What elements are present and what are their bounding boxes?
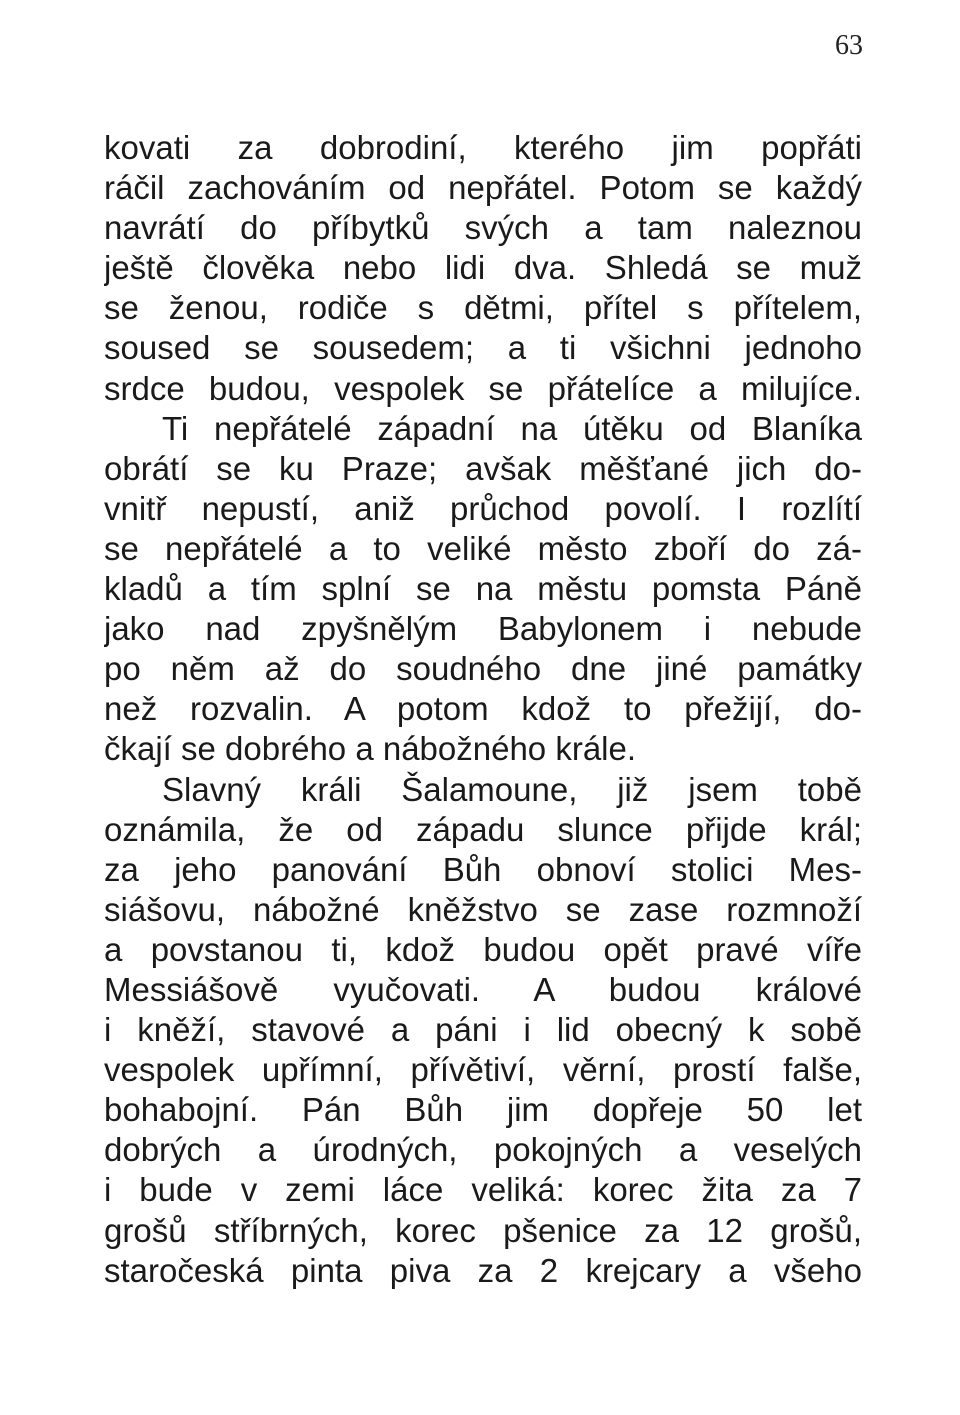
paragraph-end-line: čkají se dobrého a nábožného krále. xyxy=(104,730,637,768)
text-line: srdce budou, vespolek se přátelíce a milujíce. xyxy=(104,369,862,407)
text-line: po něm až do soudného dne jiné památky xyxy=(104,650,862,688)
text-line: ještě člověka nebo lidi dva. Shledá se muž xyxy=(104,249,862,287)
text-line: staročeská pinta piva za 2 krejcary a všeho xyxy=(104,1251,862,1289)
text-line: se nepřátelé a to veliké město zboří do zá- xyxy=(104,529,862,567)
text-line: kladů a tím splní se na městu pomsta Páně xyxy=(104,570,862,608)
text-line: i kněží, stavové a páni i lid obecný k sobě xyxy=(104,1011,862,1049)
text-line: za jeho panování Bůh obnoví stolici Mes- xyxy=(104,850,862,888)
text-line: a povstanou ti, kdož budou opět pravé víře xyxy=(104,930,862,968)
text-line: i bude v zemi láce veliká: korec žita za 7 xyxy=(104,1171,862,1209)
text-line: ráčil zachováním od nepřátel. Potom se každý xyxy=(104,169,862,207)
body-text xyxy=(104,128,862,1291)
text-line: bohabojní. Pán Bůh jim dopřeje 50 let xyxy=(104,1091,862,1129)
paragraph-start-line: Slavný králi Šalamoune, již jsem tobě xyxy=(162,770,862,808)
text-line: než rozvalin. A potom kdož to přežijí, do- xyxy=(104,690,862,728)
page-number: 63 xyxy=(835,30,863,61)
text-line: dobrých a úrodných, pokojných a veselých xyxy=(104,1131,862,1169)
text-line: vespolek upřímní, přívětiví, věrní, prostí falše, xyxy=(104,1051,862,1089)
text-line: jako nad zpyšnělým Babylonem i nebude xyxy=(104,610,862,648)
text-line: obrátí se ku Praze; avšak měšťané jich do- xyxy=(104,449,862,487)
text-line: soused se sousedem; a ti všichni jednoho xyxy=(104,329,862,367)
text-line: Messiášově vyučovati. A budou králové xyxy=(104,970,862,1008)
paragraph-start-line: Ti nepřátelé západní na útěku od Blaníka xyxy=(162,409,862,447)
text-line: oznámila, že od západu slunce přijde král; xyxy=(104,810,862,848)
text-line: grošů stříbrných, korec pšenice za 12 grošů, xyxy=(104,1211,862,1249)
text-line: siášovu, nábožné kněžstvo se zase rozmnoží xyxy=(104,890,862,928)
text-line: navrátí do příbytků svých a tam naleznou xyxy=(104,209,862,247)
text-line: vnitř nepustí, aniž průchod povolí. I rozlítí xyxy=(104,489,862,527)
text-line: kovati za dobrodiní, kterého jim popřáti xyxy=(104,129,862,166)
text-line: se ženou, rodiče s dětmi, přítel s přítelem, xyxy=(104,289,862,327)
